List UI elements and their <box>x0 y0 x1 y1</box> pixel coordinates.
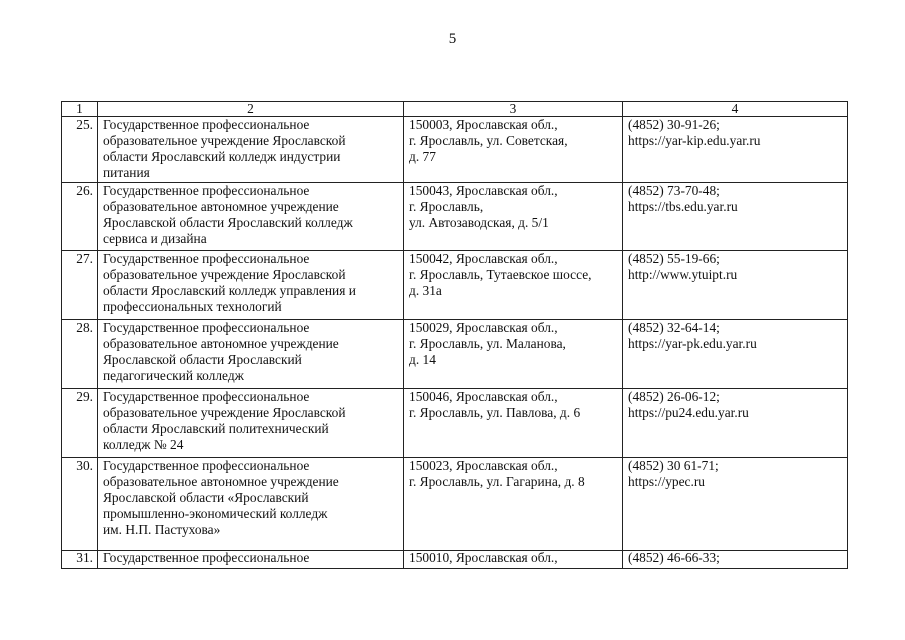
address-line: г. Ярославль, ул. Советская, <box>409 133 568 148</box>
row-number-cell <box>62 183 98 251</box>
address-cell <box>404 117 623 183</box>
name-line: профессиональных технологий <box>103 299 282 314</box>
address-line: д. 77 <box>409 149 436 164</box>
contact-line: https://ypec.ru <box>628 474 705 489</box>
institution-name-cell <box>98 458 404 551</box>
address-line: г. Ярославль, ул. Маланова, <box>409 336 566 351</box>
table-body <box>62 102 848 569</box>
address-line: д. 14 <box>409 352 436 367</box>
address-line: г. Ярославль, ул. Гагарина, д. 8 <box>409 474 585 489</box>
row-number: 30. <box>76 458 93 473</box>
institution-name-cell <box>98 320 404 389</box>
row-number-cell <box>62 389 98 458</box>
name-line: образовательное автономное учреждение <box>103 336 339 351</box>
row-number: 25. <box>76 117 93 132</box>
name-line: Ярославской области Ярославский колледж <box>103 215 353 230</box>
address-cell <box>404 389 623 458</box>
contacts-cell <box>623 251 848 320</box>
address-cell <box>404 320 623 389</box>
contact-line: https://yar-kip.edu.yar.ru <box>628 133 761 148</box>
header-cell-number: 1 <box>62 102 98 117</box>
table-row <box>62 458 848 551</box>
contact-line: (4852) 26-06-12; <box>628 389 720 404</box>
address-line: 150003, Ярославская обл., <box>409 117 558 132</box>
name-line: Государственное профессиональное <box>103 183 310 198</box>
contact-line: https://tbs.edu.yar.ru <box>628 199 738 214</box>
address-line: 150010, Ярославская обл., <box>409 550 558 565</box>
institution-name-cell <box>98 183 404 251</box>
name-line: образовательное автономное учреждение <box>103 474 339 489</box>
contact-line: http://www.ytuipt.ru <box>628 267 738 282</box>
name-line: Государственное профессиональное <box>103 251 310 266</box>
address-line: 150029, Ярославская обл., <box>409 320 558 335</box>
row-number: 26. <box>76 183 93 198</box>
name-line: Государственное профессиональное <box>103 550 310 565</box>
contacts-cell <box>623 117 848 183</box>
row-number-cell <box>62 551 98 569</box>
name-line: области Ярославский колледж управления и <box>103 283 356 298</box>
table-row <box>62 117 848 183</box>
name-line: Государственное профессиональное <box>103 117 310 132</box>
name-line: области Ярославский политехнический <box>103 421 329 436</box>
row-number-cell <box>62 320 98 389</box>
table-header-row <box>62 102 848 117</box>
table-row <box>62 320 848 389</box>
name-line: образовательное учреждение Ярославской <box>103 267 346 282</box>
address-line: 150023, Ярославская обл., <box>409 458 558 473</box>
name-line: колледж № 24 <box>103 437 184 452</box>
row-number: 27. <box>76 251 93 266</box>
name-line: Государственное профессиональное <box>103 389 310 404</box>
name-line: питания <box>103 165 150 180</box>
contact-line: https://yar-pk.edu.yar.ru <box>628 336 757 351</box>
contacts-cell <box>623 551 848 569</box>
address-cell <box>404 551 623 569</box>
contact-line: https://pu24.edu.yar.ru <box>628 405 749 420</box>
row-number-cell <box>62 458 98 551</box>
contact-line: (4852) 46-66-33; <box>628 550 720 565</box>
row-number-cell <box>62 251 98 320</box>
contacts-cell <box>623 458 848 551</box>
row-number-cell <box>62 117 98 183</box>
row-number: 28. <box>76 320 93 335</box>
address-line: 150043, Ярославская обл., <box>409 183 558 198</box>
header-cell-name: 2 <box>98 102 404 117</box>
table-row <box>62 251 848 320</box>
institution-name-cell <box>98 389 404 458</box>
contact-line: (4852) 73-70-48; <box>628 183 720 198</box>
contact-line: (4852) 30 61-71; <box>628 458 719 473</box>
address-cell <box>404 183 623 251</box>
address-line: г. Ярославль, Тутаевское шоссе, <box>409 267 592 282</box>
address-line: д. 31а <box>409 283 442 298</box>
name-line: образовательное учреждение Ярославской <box>103 133 346 148</box>
name-line: Ярославской области Ярославский <box>103 352 302 367</box>
name-line: им. Н.П. Пастухова» <box>103 522 221 537</box>
name-line: Государственное профессиональное <box>103 458 310 473</box>
page-number: 5 <box>448 31 457 47</box>
name-line: образовательное учреждение Ярославской <box>103 405 346 420</box>
contacts-cell <box>623 320 848 389</box>
header-cell-address: 3 <box>404 102 623 117</box>
institutions-table <box>61 101 848 569</box>
table-row <box>62 183 848 251</box>
contact-line: (4852) 55-19-66; <box>628 251 720 266</box>
contacts-cell <box>623 389 848 458</box>
name-line: образовательное автономное учреждение <box>103 199 339 214</box>
contact-line: (4852) 30-91-26; <box>628 117 720 132</box>
address-cell <box>404 251 623 320</box>
name-line: сервиса и дизайна <box>103 231 207 246</box>
address-line: г. Ярославль, ул. Павлова, д. 6 <box>409 405 581 420</box>
row-number: 31. <box>76 550 93 565</box>
header-cell-contacts: 4 <box>623 102 848 117</box>
institution-name-cell <box>98 117 404 183</box>
address-line: г. Ярославль, <box>409 199 484 214</box>
name-line: Ярославской области «Ярославский <box>103 490 309 505</box>
name-line: педагогический колледж <box>103 368 244 383</box>
institution-name-cell <box>98 251 404 320</box>
name-line: области Ярославский колледж индустрии <box>103 149 341 164</box>
address-line: 150046, Ярославская обл., <box>409 389 558 404</box>
table-row <box>62 551 848 569</box>
contact-line: (4852) 32-64-14; <box>628 320 720 335</box>
name-line: Государственное профессиональное <box>103 320 310 335</box>
address-line: 150042, Ярославская обл., <box>409 251 558 266</box>
table-row <box>62 389 848 458</box>
contacts-cell <box>623 183 848 251</box>
row-number: 29. <box>76 389 93 404</box>
address-line: ул. Автозаводская, д. 5/1 <box>409 215 549 230</box>
address-cell <box>404 458 623 551</box>
institution-name-cell <box>98 551 404 569</box>
name-line: промышленно-экономический колледж <box>103 506 328 521</box>
